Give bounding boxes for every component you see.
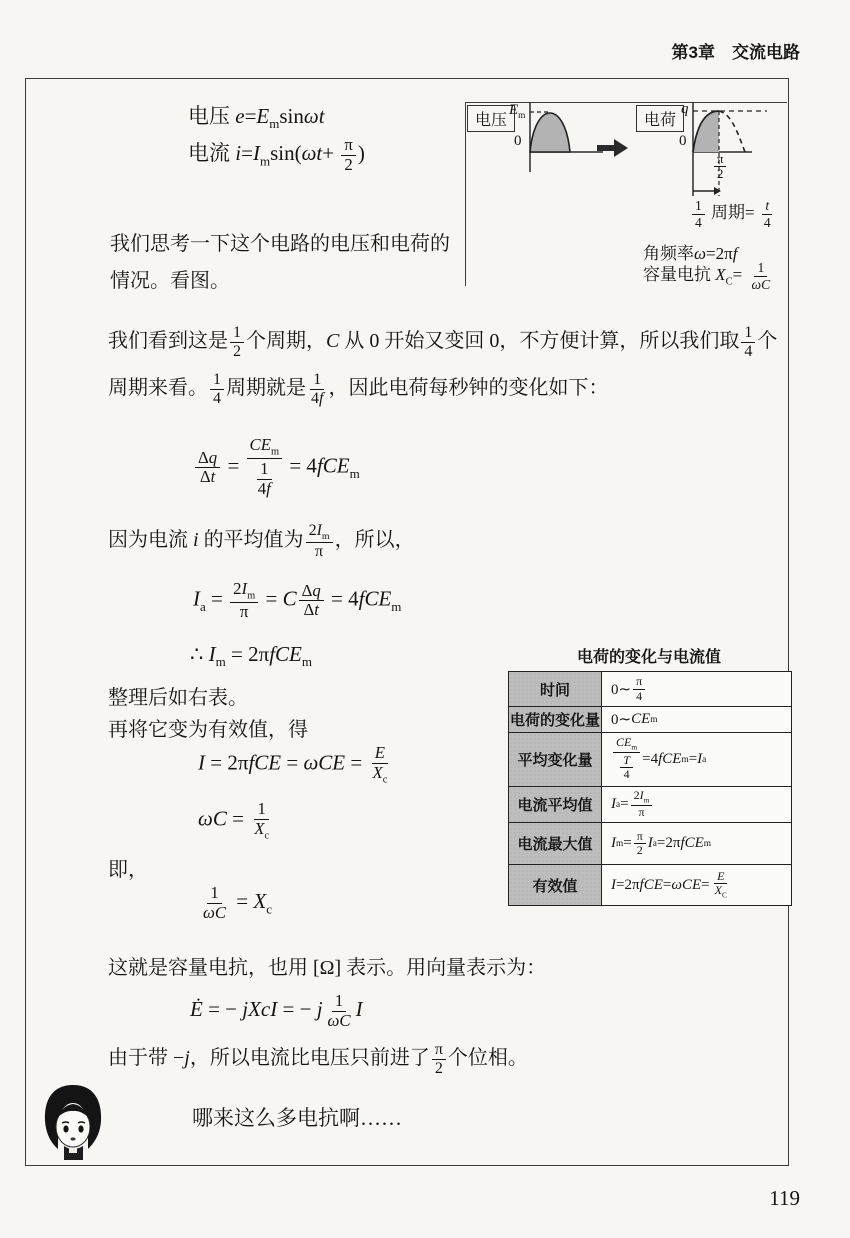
table-row: [509, 707, 791, 733]
equation-omega-c: ωC = $\frac{1}{X_c}$: [198, 799, 270, 842]
paragraph-average: 因为电流 i 的平均值为 $\frac{2I_m}{\pi}$ ，所以，: [108, 522, 415, 561]
charge-origin-label: 0: [679, 133, 687, 149]
paragraph-effective: 再将它变为有效值，得: [108, 719, 308, 741]
table-row-label: 电荷的变化量: [509, 707, 602, 732]
table-row: [509, 865, 791, 905]
speech-text: 哪来这么多电抗啊……: [192, 1106, 402, 1130]
phase-tick-label: $\frac{\pi}{2}$: [712, 152, 728, 182]
equation-charge-rate: $\frac{\Delta q}{\Delta t}$ = $CE_m$ $\frac{1}{4f}$ = 4fCE$_m$: [193, 436, 360, 500]
paragraph-reactance: 这就是容量电抗，也用 [Ω] 表示。用向量表示为：: [108, 957, 547, 979]
angular-frequency-annotation: 角频率ω=2πf: [643, 244, 738, 263]
table-title: 电荷的变化与电流值: [576, 649, 721, 666]
voltage-peak-label: $E_m$: [509, 102, 526, 121]
equation-max-current: ∴ $I_m = 2\pi fCE_m$: [190, 642, 312, 670]
quarter-period-annotation: $\frac{1}{4}$ 周期= $\frac{t}{4}$: [690, 198, 776, 230]
charge-waveform-chart: [670, 102, 790, 202]
equation-effective-value: I = 2πfCE = ωCE = $\frac{E}{X_c}$: [198, 743, 388, 786]
table-row-value: I a = $2I_m$ π: [602, 787, 791, 822]
table-row-label: 电流最大值: [509, 823, 602, 864]
equation-average-current: $I_a$ = $\frac{2I_m}{\pi}$ = C $\frac{\Delta q}{\Delta t}$ = 4fCE$_m$: [193, 579, 402, 622]
table-row-value: I =2π fCE = ωCE = E $X_C$: [611, 868, 727, 900]
equation-reactance: $\frac{1}{\omega C}$ = $X_c$: [203, 883, 272, 922]
page-number: 119: [769, 1186, 800, 1210]
voltage-graph-label: 电压: [467, 105, 515, 132]
table-row-value: 0∼ CE m: [611, 711, 658, 728]
charge-peak-label: q: [681, 101, 689, 117]
paragraph-phase: 由于带 −j，所以电流比电压只前进了 $\frac{\pi}{2}$ 个位相。: [108, 1041, 528, 1077]
charge-current-table: [508, 671, 792, 906]
chapter-header: 第3章 交流电路: [671, 43, 800, 62]
table-row: [509, 787, 791, 823]
table-row-value: I m = π 2 I a =2π fCE m: [611, 828, 712, 857]
table-row-value: $CE_m$ $\frac{T}{4}$ =4 fCE m = I a: [602, 733, 791, 786]
table-row: [509, 672, 791, 707]
charge-graph-label: 电荷: [636, 105, 684, 132]
paragraph-namely: 即，: [108, 859, 148, 881]
voltage-waveform-chart: [508, 102, 608, 180]
arrow-right-icon: [597, 139, 629, 157]
paragraph-think: 我们思考一下这个电路的电压和电荷的情况。看图。: [110, 233, 450, 292]
table-row-value: 0∼ π 4: [602, 672, 791, 706]
table-row: [509, 823, 791, 865]
table-row: [509, 733, 791, 787]
table-row-label: 时间: [509, 672, 602, 706]
character-avatar-icon: [38, 1082, 108, 1162]
formula-current: 电流 $i=I_m\sin(\omega t+$ $\frac{\pi}{2}$ ): [188, 135, 365, 174]
voltage-origin-label: 0: [514, 133, 522, 149]
formula-voltage: 电压 $e=E_m\sin\omega t$: [188, 104, 325, 132]
table-row-label: 平均变化量: [509, 733, 602, 786]
capacitive-reactance-annotation: 容量电抗 $X_C=$ $\frac{1}{\omega C}$: [643, 260, 771, 292]
table-row-label: 有效值: [509, 865, 602, 905]
table-row-label: 电流平均值: [509, 787, 602, 822]
equation-vector: Ė = − jXcI = − j $\frac{1}{\omega C}$ I: [190, 991, 363, 1030]
paragraph-period: 我们看到这是 $\frac{1}{2}$ 个周期，C 从 0 开始又变回 0，不方便计算，所以我们取 $\frac{1}{4}$ 个周期来看。 $\frac{1}{4}$ 周期就是 $\frac{1}{4f}$ ，因此电荷每秒钟的变化如下：: [108, 324, 778, 407]
paragraph-table-ref: 整理后如右表。: [108, 687, 248, 709]
